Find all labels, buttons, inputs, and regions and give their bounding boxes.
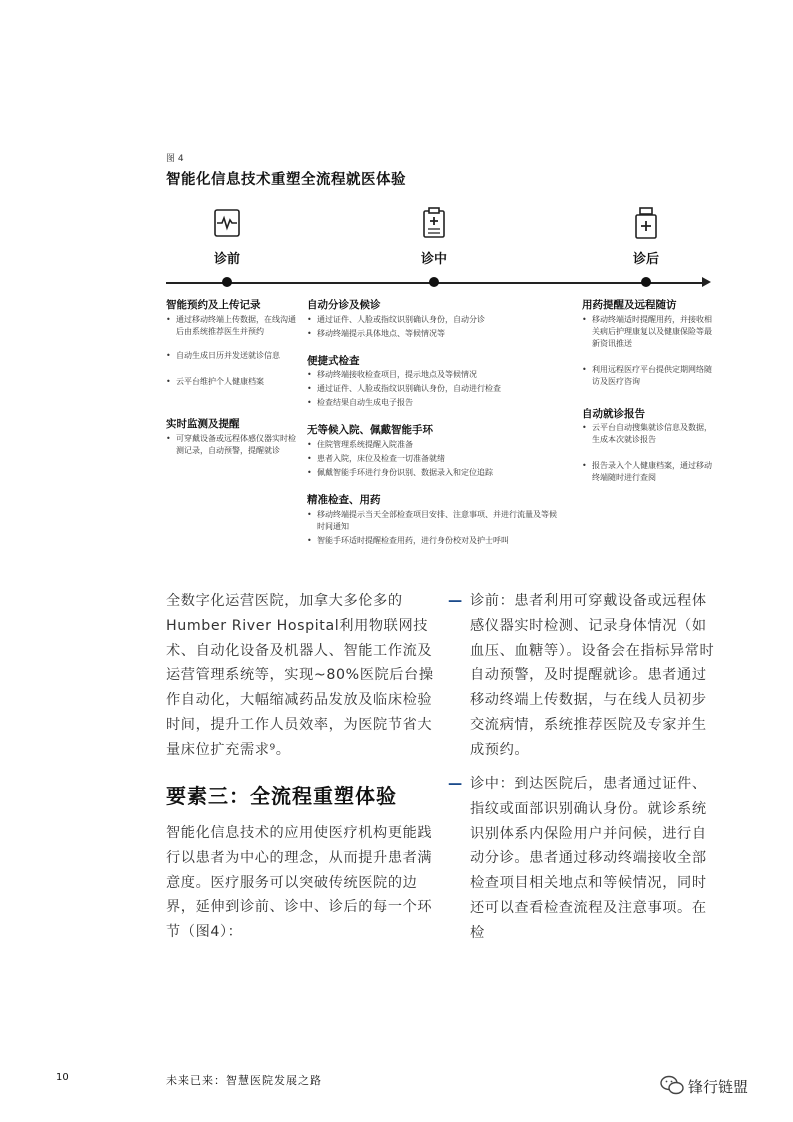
figure-label: 图 4 [166, 154, 184, 164]
section-title: 便捷式检查 [307, 355, 360, 367]
list-item: • 移动终端适时提醒用药，并接收相关病后护理康复以及健康保险等最新资讯推送 [582, 315, 712, 348]
stage-label-post: 诊后 [632, 252, 659, 267]
list-item: • 自动生成日历并发送就诊信息 [166, 351, 280, 360]
timeline-dot-during [429, 277, 439, 287]
footer-title: 未来已来：智慧医院发展之路 [166, 1074, 322, 1087]
stage-label-during: 诊中 [420, 252, 447, 267]
section-title: 智能预约及上传记录 [166, 299, 261, 311]
timeline-dot-pre [222, 277, 232, 287]
section-title: 用药提醒及远程随访 [582, 299, 677, 311]
heartbeat-monitor-icon [209, 205, 245, 241]
figure-title: 智能化信息技术重塑全流程就医体验 [166, 172, 406, 188]
body-paragraph-2: 智能化信息技术的应用使医疗机构更能践行以患者为中心的理念，从而提升患者满意度。医疗服务可以突破传统医院的边界，延伸到诊前、诊中、诊后的每一个环节（图4）： [166, 825, 433, 941]
list-item: • 检查结果自动生成电子报告 [307, 398, 413, 407]
list-item: • 可穿戴设备或远程体感仪器实时检测记录，自动预警，提醒就诊 [166, 434, 296, 455]
section-title: 无等候入院、佩戴智能手环 [307, 424, 433, 436]
list-item: • 移动终端接收检查项目，提示地点及等候情况 [307, 370, 477, 379]
medicine-bottle-icon [628, 205, 664, 241]
list-item: • 云平台自动搜集就诊信息及数据，生成本次就诊报告 [582, 423, 712, 444]
list-item: • 通过证件、人脸或指纹识别确认身份，自动进行检查 [307, 384, 501, 393]
list-item: • 移动终端提示具体地点、等候情况等 [307, 329, 445, 338]
list-item: • 报告录入个人健康档案，通过移动终端随时进行查阅 [582, 461, 712, 482]
timeline-dot-post [641, 277, 651, 287]
list-item: • 移动终端提示当天全部检查项目安排、注意事项、并进行流量及等候时间通知 [307, 510, 557, 531]
body-paragraph-1: 全数字化运营医院，加拿大多伦多的Humber River Hospital利用物联网技术、自动化设备及机器人、智能工作流及运营管理系统等，实现~80%医院后台操作自动化，大幅缩减药品发放及临床检验时间，提升工作人员效率，为医院节省大量床位扩充需求⁹。 [166, 593, 434, 758]
section-heading: 要素三：全流程重塑体验 [166, 784, 397, 808]
list-item: • 云平台维护个人健康档案 [166, 377, 264, 386]
list-item: • 佩戴智能手环进行身份识别、数据录入和定位追踪 [307, 468, 493, 477]
dash-marker: — [448, 593, 463, 609]
list-item: • 通过移动终端上传数据，在线沟通后由系统推荐医生并预约 [166, 315, 296, 336]
section-title: 自动就诊报告 [582, 408, 645, 420]
page-number: 10 [56, 1072, 69, 1083]
list-item: • 患者入院，床位及检查一切准备就绪 [307, 454, 445, 463]
list-item: • 智能手环适时提醒检查用药，进行身份校对及护士呼叫 [307, 536, 509, 545]
list-item: • 住院管理系统提醒入院准备 [307, 440, 413, 449]
timeline-arrow [702, 277, 711, 287]
list-item: • 通过证件、人脸或指纹识别确认身份，自动分诊 [307, 315, 485, 324]
section-title: 实时监测及提醒 [166, 418, 240, 430]
wechat-icon [660, 1074, 684, 1096]
section-title: 精准检查、用药 [307, 494, 381, 506]
dash-marker: — [448, 776, 463, 792]
stage-label-pre: 诊前 [213, 252, 240, 267]
body-paragraph-during: — 诊中：到达医院后，患者通过证件、指纹或面部识别确认身份。就诊系统识别体系内保险用户并问候，进行自动分诊。患者通过移动终端接收全部检查项目相关地点和等候情况，同时还可以查看检查流程及注意事项。在检 [448, 772, 718, 946]
clipboard-cross-icon [416, 205, 452, 241]
body-paragraph-pre: — 诊前：患者利用可穿戴设备或远程体感仪器实时检测、记录身体情况（如血压、血糖等）。设备会在指标异常时自动预警，及时提醒就诊。患者通过移动终端上传数据，与在线人员初步交流病情，系统推荐医院及专家并生成预约。 [448, 589, 718, 763]
section-title: 自动分诊及候诊 [307, 299, 381, 311]
list-item: • 利用远程医疗平台提供定期网络随访及医疗咨询 [582, 365, 712, 386]
brand-name: 锋行链盟 [688, 1078, 749, 1096]
